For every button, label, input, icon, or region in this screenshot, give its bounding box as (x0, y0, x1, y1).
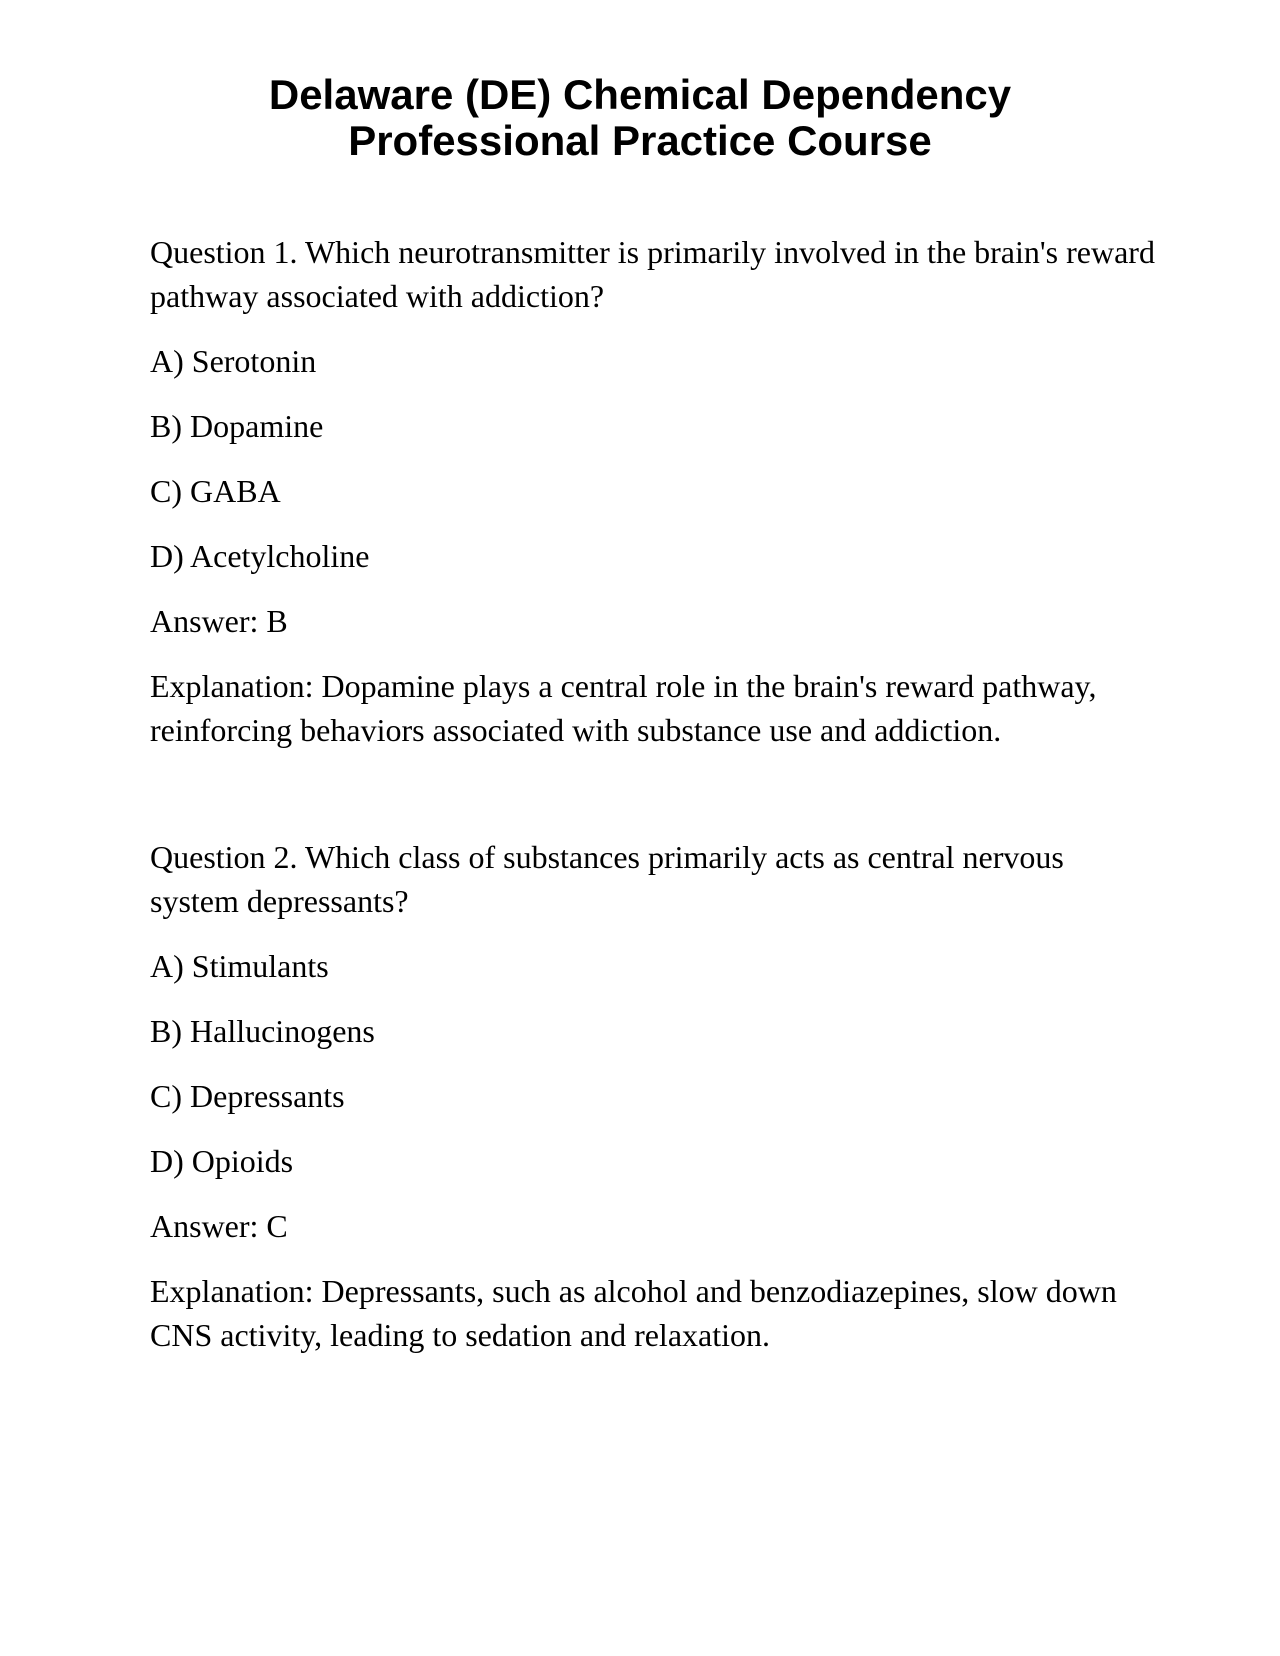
answer-text: Answer: B (150, 603, 288, 639)
option-b: B) Dopamine (150, 408, 324, 444)
option-c: C) Depressants (150, 1078, 345, 1114)
option-a: A) Stimulants (150, 948, 329, 984)
question-text: Question 2. Which class of substances primarily acts as central nervous system depressants? (150, 839, 1064, 919)
option-d: D) Opioids (150, 1143, 294, 1179)
document-body (150, 230, 1160, 1357)
option-b: B) Hallucinogens (150, 1013, 375, 1049)
option-a: A) Serotonin (150, 343, 317, 379)
title-line-1: Delaware (DE) Chemical Dependency (268, 71, 1012, 118)
question-text: Question 1. Which neurotransmitter is primarily involved in the brain's reward pathway associated with addiction? (150, 234, 1155, 314)
option-c: C) GABA (150, 473, 281, 509)
answer-text: Answer: C (150, 1208, 288, 1244)
explanation-text: Explanation: Depressants, such as alcohol and benzodiazepines, slow down CNS activity, leading to sedation and relaxation. (150, 1273, 1117, 1353)
option-d: D) Acetylcholine (150, 538, 370, 574)
page-title (0, 72, 1280, 164)
question-block (150, 835, 1160, 1357)
title-line-2: Professional Practice Course (348, 117, 932, 164)
explanation-text: Explanation: Dopamine plays a central role in the brain's reward pathway, reinforcing behaviors associated with substance use and addiction. (150, 668, 1097, 748)
question-block (150, 230, 1160, 752)
